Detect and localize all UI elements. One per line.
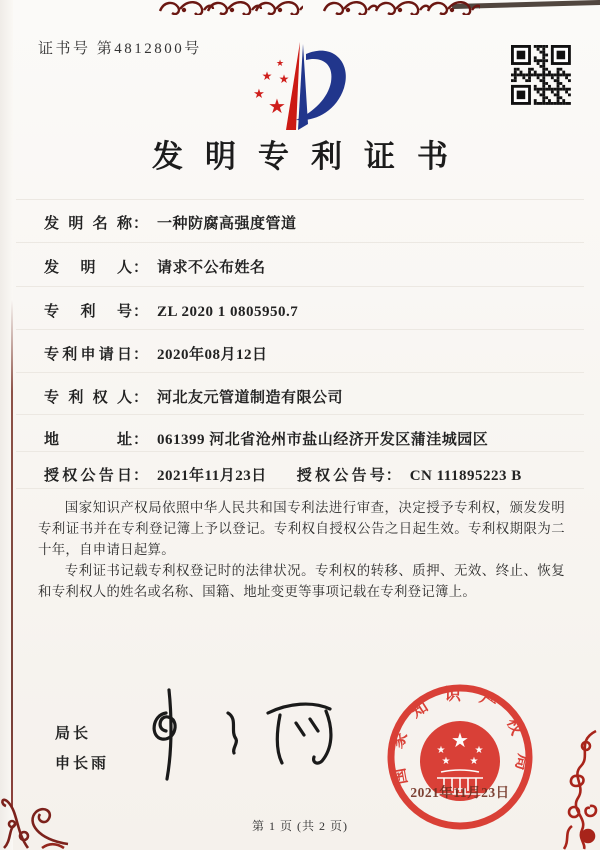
field-row-inventor: [44, 256, 266, 277]
field-row-invention-name: [44, 212, 297, 233]
footer-page-number: 第 1 页 (共 2 页): [252, 819, 348, 833]
top-ornament-border-right: [322, 0, 480, 15]
field-row-address: [44, 428, 488, 449]
seal-star-icon: ★: [436, 745, 446, 756]
scan-line: [16, 451, 584, 452]
legal-paragraph-1: 国家知识产权局依照中华人民共和国专利法进行审查，决定授予专利权，颁发发明专利证书并在专利登记簿上予以登记。专利权自授权公告之日起生效。专利权期限为二十年，自申请日起算。: [38, 500, 565, 557]
left-border-line: [11, 300, 13, 808]
seal-star-icon: ★: [469, 756, 479, 767]
logo-star-icon: ★: [275, 59, 285, 69]
field-label: 发明人: [44, 260, 132, 276]
scan-line: [16, 488, 584, 489]
logo-star-icon: ★: [261, 69, 273, 83]
logo-star-icon: ★: [268, 94, 286, 118]
field-value: 2020年08月12日: [157, 347, 268, 363]
signature-autograph: [138, 685, 358, 787]
qr-code-icon: [511, 45, 571, 105]
field-value: CN 111895223 B: [409, 468, 522, 484]
colon: ：: [133, 347, 149, 363]
scan-line: [16, 242, 584, 243]
colon: ：: [133, 304, 149, 320]
field-label: 授权公告日: [44, 468, 132, 484]
official-seal: [384, 681, 536, 833]
logo-star-icon: ★: [253, 87, 265, 102]
colon: ：: [133, 432, 149, 448]
field-label: 专利号: [44, 304, 132, 320]
logo-star-icon: ★: [278, 72, 290, 86]
colon: ：: [133, 468, 149, 484]
field-label: 地址: [44, 432, 132, 448]
grant-publication-pair: [297, 468, 522, 484]
field-value: 一种防腐高强度管道: [157, 216, 297, 232]
scan-line: [16, 199, 584, 200]
colon: ：: [133, 390, 149, 406]
certificate-number: 证书号 第4812800号: [38, 41, 202, 57]
field-value: 2021年11月23日: [157, 468, 267, 484]
field-row-filing-date: [44, 343, 268, 364]
seal-organization-text: 国家知识产权局: [386, 684, 534, 790]
field-value: ZL 2020 1 0805950.7: [157, 304, 299, 320]
legal-paragraph-2: 专利证书记载专利权登记时的法律状况。专利权的转移、质押、无效、终止、恢复和专利权人的姓名或名称、国籍、地址变更等事项记载在专利登记簿上。: [38, 563, 565, 599]
page-title: 发明专利证书: [152, 139, 470, 174]
colon: ：: [133, 260, 149, 276]
field-value: 请求不公布姓名: [157, 260, 266, 276]
scan-line: [16, 329, 584, 330]
corner-ornament-bottom-left: [0, 752, 76, 850]
signer-name: 申长雨: [55, 756, 110, 772]
cnipa-logo: [238, 38, 368, 133]
colon: ：: [385, 468, 401, 484]
colon: ：: [133, 216, 149, 232]
field-value: 061399 河北省沧州市盐山经济开发区蒲洼城园区: [157, 432, 489, 448]
field-row-patentee: [44, 386, 343, 407]
scan-line: [16, 372, 584, 373]
seal-star-icon: ★: [451, 728, 469, 752]
seal-star-icon: ★: [441, 756, 451, 767]
field-row-grant-date: [44, 464, 522, 485]
field-label: 专利权人: [44, 390, 132, 406]
seal-date-stamp: 2021年11月23日: [410, 785, 510, 800]
field-row-patent-number: [44, 300, 298, 321]
field-value: 河北友元管道制造有限公司: [157, 390, 344, 406]
field-label: 发明名称: [44, 216, 132, 232]
scan-line: [16, 414, 584, 415]
legal-text-block: [38, 497, 565, 602]
field-label: 专利申请日: [44, 347, 132, 363]
top-ornament-border-left: [158, 0, 303, 15]
logo-red-wedge: [286, 42, 300, 130]
signer-title: 局长: [55, 726, 92, 742]
field-label: 授权公告号: [296, 468, 385, 484]
seal-star-icon: ★: [474, 745, 484, 756]
scan-line: [16, 286, 584, 287]
